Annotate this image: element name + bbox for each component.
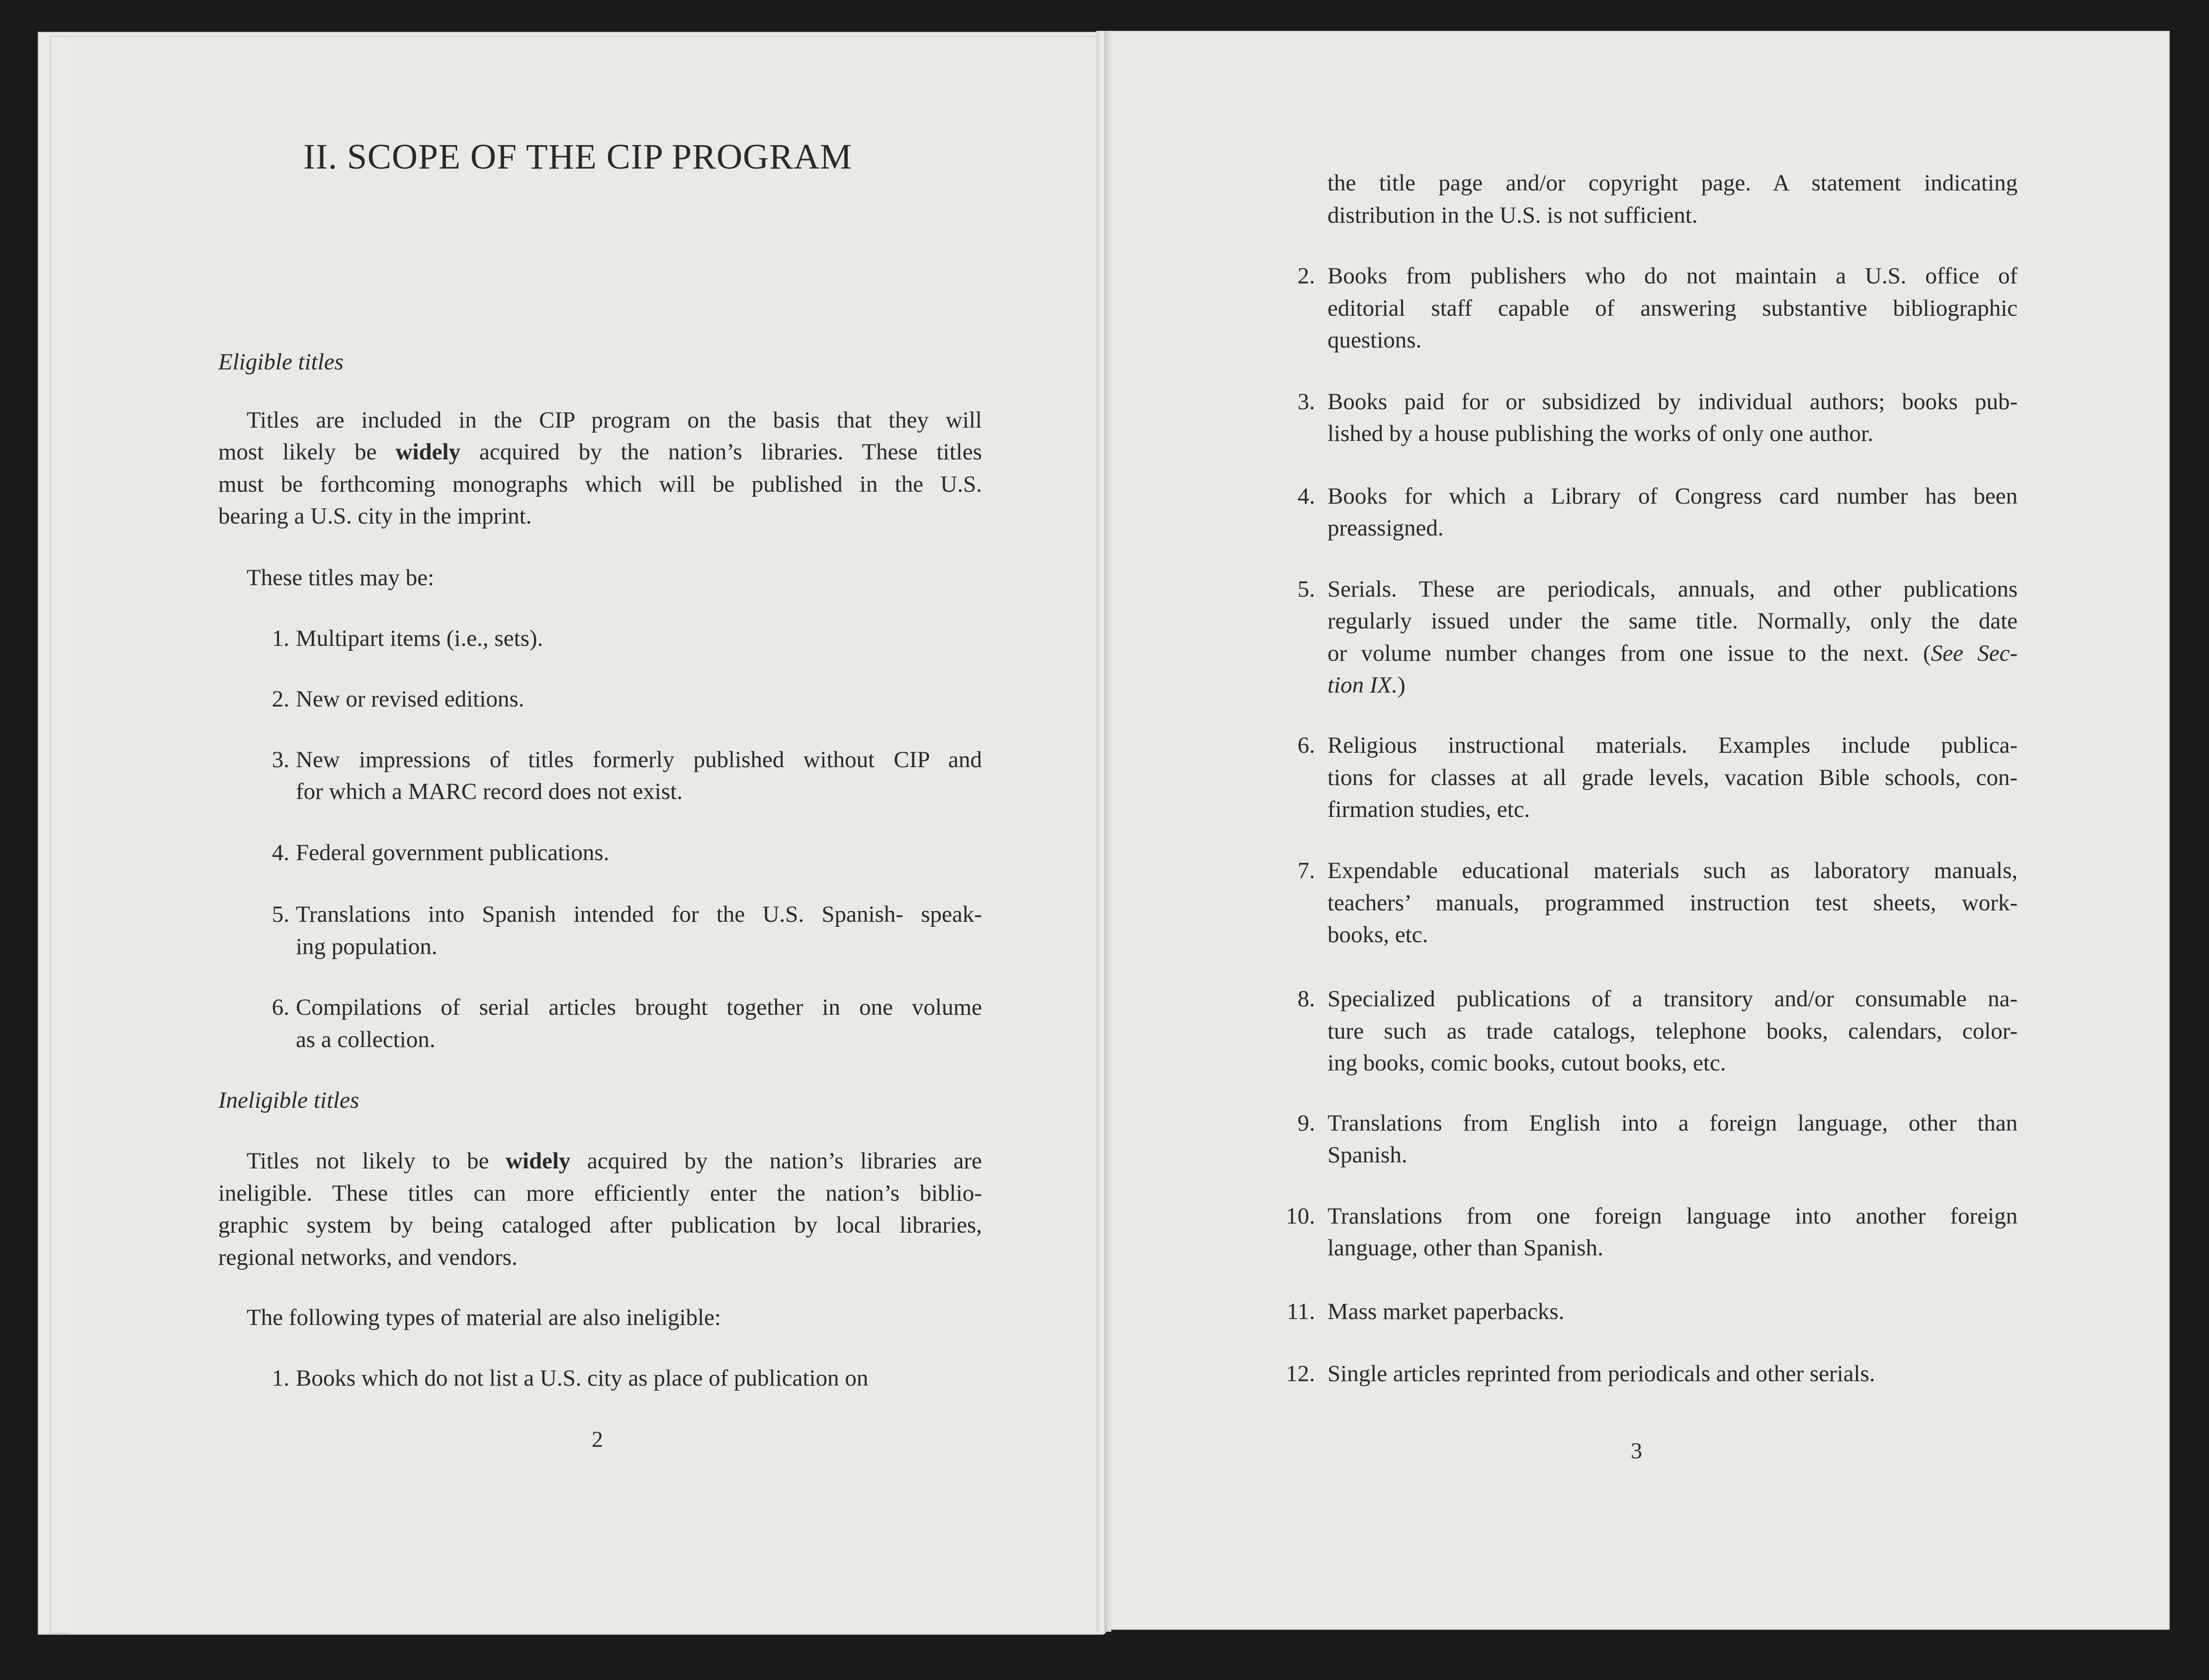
- text-line: graphic system by being cataloged after publication by local libraries,: [218, 1212, 982, 1238]
- text-line: Compilations of serial articles brought together in one volume: [296, 994, 982, 1021]
- list-number: 2.: [271, 686, 289, 712]
- text-line: [1327, 638, 2018, 668]
- text-segment: or volume number changes from one issue to the next. (: [1327, 640, 1931, 666]
- text-line: Mass market paperbacks.: [1327, 1299, 1565, 1325]
- text-line: regional networks, and vendors.: [218, 1244, 518, 1270]
- text-line: for which a MARC record does not exist.: [296, 779, 683, 805]
- text-line: editorial staff capable of answering substantive bibliographic: [1327, 295, 2018, 321]
- list-number: 7.: [1297, 858, 1315, 884]
- text-line: ing population.: [296, 933, 438, 960]
- text-line: Books from publishers who do not maintain a U.S. office of: [1327, 263, 2018, 289]
- chapter-title: II. SCOPE OF THE CIP PROGRAM: [303, 137, 853, 177]
- text-segment: ): [1397, 672, 1406, 699]
- text-line: regularly issued under the same title. Normally, only the date: [1327, 608, 2018, 634]
- text-line: [1327, 670, 1406, 700]
- list-number: 8.: [1297, 986, 1315, 1012]
- list-number: 6.: [271, 994, 289, 1021]
- text-line: Translations from English into a foreign language, other than: [1327, 1110, 2018, 1136]
- text-line: Spanish.: [1327, 1142, 1408, 1168]
- list-number: 3.: [271, 746, 289, 773]
- text-line: questions.: [1327, 327, 1422, 354]
- text-line: Specialized publications of a transitory and/or consumable na-: [1327, 986, 2018, 1012]
- list-number: 2.: [1297, 263, 1315, 289]
- text-line: These titles may be:: [247, 564, 435, 591]
- text-line: Books paid for or subsidized by individual authors; books pub-: [1327, 388, 2018, 415]
- list-number: 4.: [271, 839, 289, 866]
- text-line: teachers’ manuals, programmed instruction test sheets, work-: [1327, 889, 2018, 916]
- text-line: distribution in the U.S. is not sufficient.: [1327, 202, 1698, 228]
- section-heading: Eligible titles: [218, 349, 344, 375]
- text-line: Serials. These are periodicals, annuals, and other publications: [1327, 576, 2018, 602]
- text-line: Translations from one foreign language into another foreign: [1327, 1203, 2018, 1229]
- list-number: 4.: [1297, 483, 1315, 509]
- text-line: books, etc.: [1327, 922, 1428, 948]
- bold-text: widely: [505, 1148, 571, 1174]
- list-number: 6.: [1297, 732, 1315, 759]
- text-line: [218, 437, 982, 467]
- list-number: 3.: [1297, 388, 1315, 415]
- text-line: Religious instructional materials. Examples include publica-: [1327, 732, 2018, 759]
- bold-text: widely: [395, 439, 461, 465]
- text-line: language, other than Spanish.: [1327, 1235, 1603, 1261]
- text-line: tions for classes at all grade levels, vacation Bible schools, con-: [1327, 764, 2018, 791]
- page-number-left: 2: [592, 1426, 603, 1452]
- list-number: 9.: [1297, 1110, 1315, 1136]
- text-line: The following types of material are also ineligible:: [247, 1304, 721, 1330]
- text-line: bearing a U.S. city in the imprint.: [218, 503, 532, 530]
- text-line: Single articles reprinted from periodicals and other serials.: [1327, 1361, 1875, 1387]
- italic-text: tion IX.: [1327, 672, 1398, 699]
- text-line: [247, 1146, 982, 1176]
- section-heading: Ineligible titles: [218, 1087, 359, 1114]
- text-line: Federal government publications.: [296, 839, 610, 866]
- text-segment: acquired by the nation’s libraries are: [570, 1148, 982, 1174]
- page-number-right: 3: [1631, 1438, 1642, 1463]
- text-line: the title page and/or copyright page. A statement indicating: [1327, 170, 2018, 196]
- text-line: New impressions of titles formerly published without CIP and: [296, 746, 982, 773]
- text-line: preassigned.: [1327, 515, 1444, 541]
- text-segment: most likely be: [218, 439, 396, 465]
- text-line: firmation studies, etc.: [1327, 796, 1530, 823]
- text-line: ture such as trade catalogs, telephone books, calendars, color-: [1327, 1018, 2018, 1044]
- text-line: Multipart items (i.e., sets).: [296, 625, 543, 651]
- text-segment: Titles not likely to be: [247, 1148, 506, 1174]
- text-line: New or revised editions.: [296, 686, 525, 712]
- italic-text: See Sec-: [1931, 640, 2018, 666]
- list-number: 5.: [271, 901, 289, 928]
- text-line: lished by a house publishing the works of only one author.: [1327, 421, 1873, 447]
- text-line: Translations into Spanish intended for the U.S. Spanish- speak-: [296, 901, 982, 928]
- left-page: [70, 38, 1104, 1634]
- text-line: ineligible. These titles can more efficiently enter the nation’s biblio-: [218, 1180, 982, 1206]
- text-line: Books for which a Library of Congress card number has been: [1327, 483, 2018, 509]
- text-line: Titles are included in the CIP program on the basis that they will: [247, 407, 982, 433]
- list-number: 1.: [271, 1365, 289, 1391]
- list-number: 1.: [271, 625, 289, 651]
- text-line: ing books, comic books, cutout books, etc.: [1327, 1050, 1726, 1076]
- text-line: Expendable educational materials such as laboratory manuals,: [1327, 858, 2018, 884]
- list-number: 12.: [1286, 1361, 1315, 1387]
- book-gutter: [1096, 31, 1111, 1632]
- text-segment: acquired by the nation’s libraries. These titles: [460, 439, 982, 465]
- list-number: 10.: [1286, 1203, 1315, 1229]
- text-line: as a collection.: [296, 1026, 436, 1053]
- list-number: 11.: [1286, 1299, 1315, 1325]
- text-line: Books which do not list a U.S. city as place of publication on: [296, 1365, 869, 1391]
- text-line: must be forthcoming monographs which will be published in the U.S.: [218, 471, 982, 497]
- list-number: 5.: [1297, 576, 1315, 602]
